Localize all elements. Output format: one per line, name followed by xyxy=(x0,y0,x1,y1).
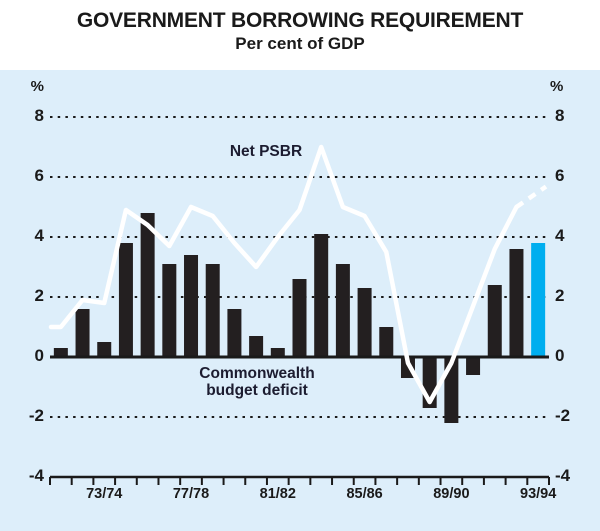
y-label-right-6: 6 xyxy=(555,166,565,185)
chart-title: GOVERNMENT BORROWING REQUIREMENT xyxy=(76,9,524,32)
x-tick-label-73/74: 73/74 xyxy=(86,486,123,502)
bar-74/75 xyxy=(119,243,133,357)
bar-79/80 xyxy=(227,309,241,357)
bar-85/86 xyxy=(358,288,372,357)
plot-area xyxy=(0,70,600,531)
x-tick-label-77/78: 77/78 xyxy=(172,486,210,502)
chart-subtitle: Per cent of GDP xyxy=(235,34,365,53)
bar-76/77 xyxy=(162,264,176,357)
bar-78/79 xyxy=(206,264,220,357)
government-borrowing-chart xyxy=(0,70,600,531)
title-block xyxy=(0,0,600,70)
bar-72/73 xyxy=(76,309,90,357)
x-tick-label-93/94: 93/94 xyxy=(520,486,557,502)
y-label-left-4: 4 xyxy=(34,226,44,245)
y-label-left--4: -4 xyxy=(28,466,44,485)
bar-92/93 xyxy=(509,249,523,357)
x-tick-label-85/86: 85/86 xyxy=(346,486,383,502)
annotation-0: Net PSBR xyxy=(229,143,303,160)
bar-86/87 xyxy=(379,327,393,357)
y-label-right-8: 8 xyxy=(555,106,565,125)
bar-90/91 xyxy=(466,357,480,375)
bar-forecast-93/94 xyxy=(531,243,545,357)
x-tick-label-89/90: 89/90 xyxy=(433,486,470,502)
y-label-left-2: 2 xyxy=(34,286,44,305)
y-label-left-0: 0 xyxy=(34,346,44,365)
percent-unit-right: % xyxy=(550,78,564,95)
bar-91/92 xyxy=(488,285,502,357)
bar-75/76 xyxy=(141,213,155,357)
bar-77/78 xyxy=(184,255,198,357)
y-label-left-6: 6 xyxy=(34,166,44,185)
bar-82/83 xyxy=(293,279,307,357)
y-label-right--2: -2 xyxy=(555,406,571,425)
bar-80/81 xyxy=(249,336,263,357)
annotation-2: budget deficit xyxy=(206,382,308,399)
bar-84/85 xyxy=(336,264,350,357)
x-tick-label-81/82: 81/82 xyxy=(259,486,296,502)
net-psbr-line-forecast-dashed xyxy=(516,187,546,207)
y-label-right-4: 4 xyxy=(555,226,565,245)
y-label-right--4: -4 xyxy=(555,466,571,485)
x-axis xyxy=(50,477,556,502)
bar-83/84 xyxy=(314,234,328,357)
percent-unit-left: % xyxy=(30,78,44,95)
annotation-1: Commonwealth xyxy=(199,365,315,382)
y-label-right-2: 2 xyxy=(555,286,565,305)
y-label-right-0: 0 xyxy=(555,346,565,365)
y-label-left-8: 8 xyxy=(34,106,44,125)
y-label-left--2: -2 xyxy=(28,406,44,425)
bar-73/74 xyxy=(97,342,111,357)
